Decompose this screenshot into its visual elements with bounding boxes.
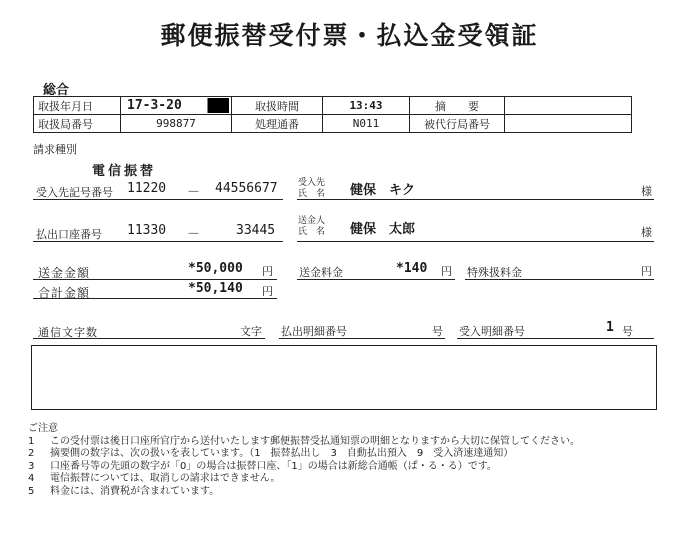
- payer-name-label-1: 送金人: [298, 216, 326, 226]
- category-label: 総合: [43, 83, 70, 98]
- payer-honorific: 様: [641, 226, 652, 239]
- remarks-label: 摘 要: [410, 97, 505, 115]
- fee-label: 送金料金: [299, 266, 343, 279]
- payee-name-label-1: 受入先: [298, 178, 326, 188]
- remit-yen: 円: [262, 265, 273, 278]
- notes-heading: ご注意: [28, 423, 58, 434]
- note-item: [28, 461, 580, 474]
- payer-name-underline: [297, 241, 654, 242]
- date-label: 取扱年月日: [34, 97, 121, 115]
- payer-name-label-2: 氏 名: [298, 227, 326, 237]
- fee-value: *140: [396, 261, 428, 276]
- note-number: 3: [28, 460, 35, 472]
- payer-dash: －: [187, 227, 201, 242]
- message-chars-unit: 文字: [240, 325, 262, 338]
- payer-account-label: 払出口座番号: [36, 228, 102, 241]
- note-number: 5: [28, 485, 35, 497]
- receive-detail-value: 1: [606, 320, 614, 335]
- note-item: [28, 436, 580, 449]
- payee-name-label-2: 氏 名: [298, 189, 326, 199]
- fee-underline: [297, 279, 455, 280]
- payee-account-label: 受入先記号番号: [36, 186, 113, 199]
- payout-detail-underline: [279, 338, 445, 339]
- payee-name-underline: [297, 199, 654, 200]
- note-item: [28, 486, 580, 499]
- payee-account-number: 44556677: [215, 181, 278, 196]
- special-fee-underline: [465, 279, 654, 280]
- office-label: 取扱局番号: [34, 115, 121, 133]
- payer-account-number: 33445: [236, 223, 276, 238]
- fee-yen: 円: [441, 265, 452, 278]
- total-label: 合計金額: [38, 286, 91, 300]
- request-type-value: 電信振替: [92, 164, 157, 179]
- office-value: 998877: [121, 115, 232, 133]
- remit-value: *50,000: [188, 261, 243, 276]
- note-number: 2: [28, 448, 35, 460]
- payee-name: 健保 キク: [350, 183, 416, 198]
- remit-label: 送金金額: [38, 266, 91, 280]
- special-fee-label: 特殊扱料金: [467, 266, 522, 279]
- total-yen: 円: [262, 285, 273, 298]
- payee-dash: －: [187, 185, 201, 200]
- note-text: この受付票は後日口座所官庁から送付いたします郵便振替受払通知票の明細となりますから大切に保管してください。: [50, 435, 580, 447]
- note-text: 口座番号等の先頭の数字が「0」の場合は振替口座、「1」の場合は新総合通帳（ぱ・る・る）です。: [50, 460, 497, 472]
- payout-detail-label: 払出明細番号: [281, 325, 347, 338]
- header-table: [33, 96, 632, 133]
- payout-detail-unit: 号: [432, 325, 443, 338]
- total-value: *50,140: [188, 281, 243, 296]
- time-value: 13:43: [323, 97, 410, 115]
- receive-detail-unit: 号: [622, 325, 633, 338]
- total-underline: [33, 298, 277, 299]
- request-type-label: 請求種別: [33, 143, 77, 156]
- message-count-underline: [33, 338, 265, 339]
- message-box: [31, 345, 657, 410]
- receive-detail-underline: [457, 338, 654, 339]
- remarks-value: [505, 97, 632, 115]
- agent-value: [505, 115, 632, 133]
- serial-value: N011: [323, 115, 410, 133]
- note-text: 電信振替については、取消しの請求はできません。: [50, 473, 281, 485]
- note-item: [28, 448, 580, 461]
- note-number: 4: [28, 473, 35, 485]
- remit-underline: [33, 279, 277, 280]
- payer-account-underline: [33, 241, 283, 242]
- special-fee-yen: 円: [641, 265, 652, 278]
- time-label: 取扱時間: [232, 97, 323, 115]
- payer-name: 健保 太郎: [350, 222, 416, 237]
- date-value: 17-3-20: [121, 98, 229, 113]
- message-count-label: 通信文字数: [38, 326, 98, 339]
- document-title: 郵便振替受付票・払込金受領証: [160, 21, 539, 50]
- payer-account-prefix: 11330: [127, 223, 167, 238]
- receive-detail-label: 受入明細番号: [459, 325, 525, 338]
- note-number: 1: [28, 435, 35, 447]
- note-text: 料金には、消費税が含まれています。: [50, 485, 220, 497]
- note-item: [28, 473, 580, 486]
- notes-section: [28, 423, 580, 499]
- agent-label: 被代行局番号: [410, 115, 505, 133]
- note-text: 摘要側の数字は、次の扱いを表しています。（1 振替払出し 3 自動払出預入 9 受入済速達通知）: [50, 448, 514, 460]
- payee-account-underline: [33, 199, 283, 200]
- date-cell: [121, 97, 232, 115]
- serial-label: 処理通番: [232, 115, 323, 133]
- payee-account-prefix: 11220: [127, 181, 167, 196]
- payee-honorific: 様: [641, 185, 652, 198]
